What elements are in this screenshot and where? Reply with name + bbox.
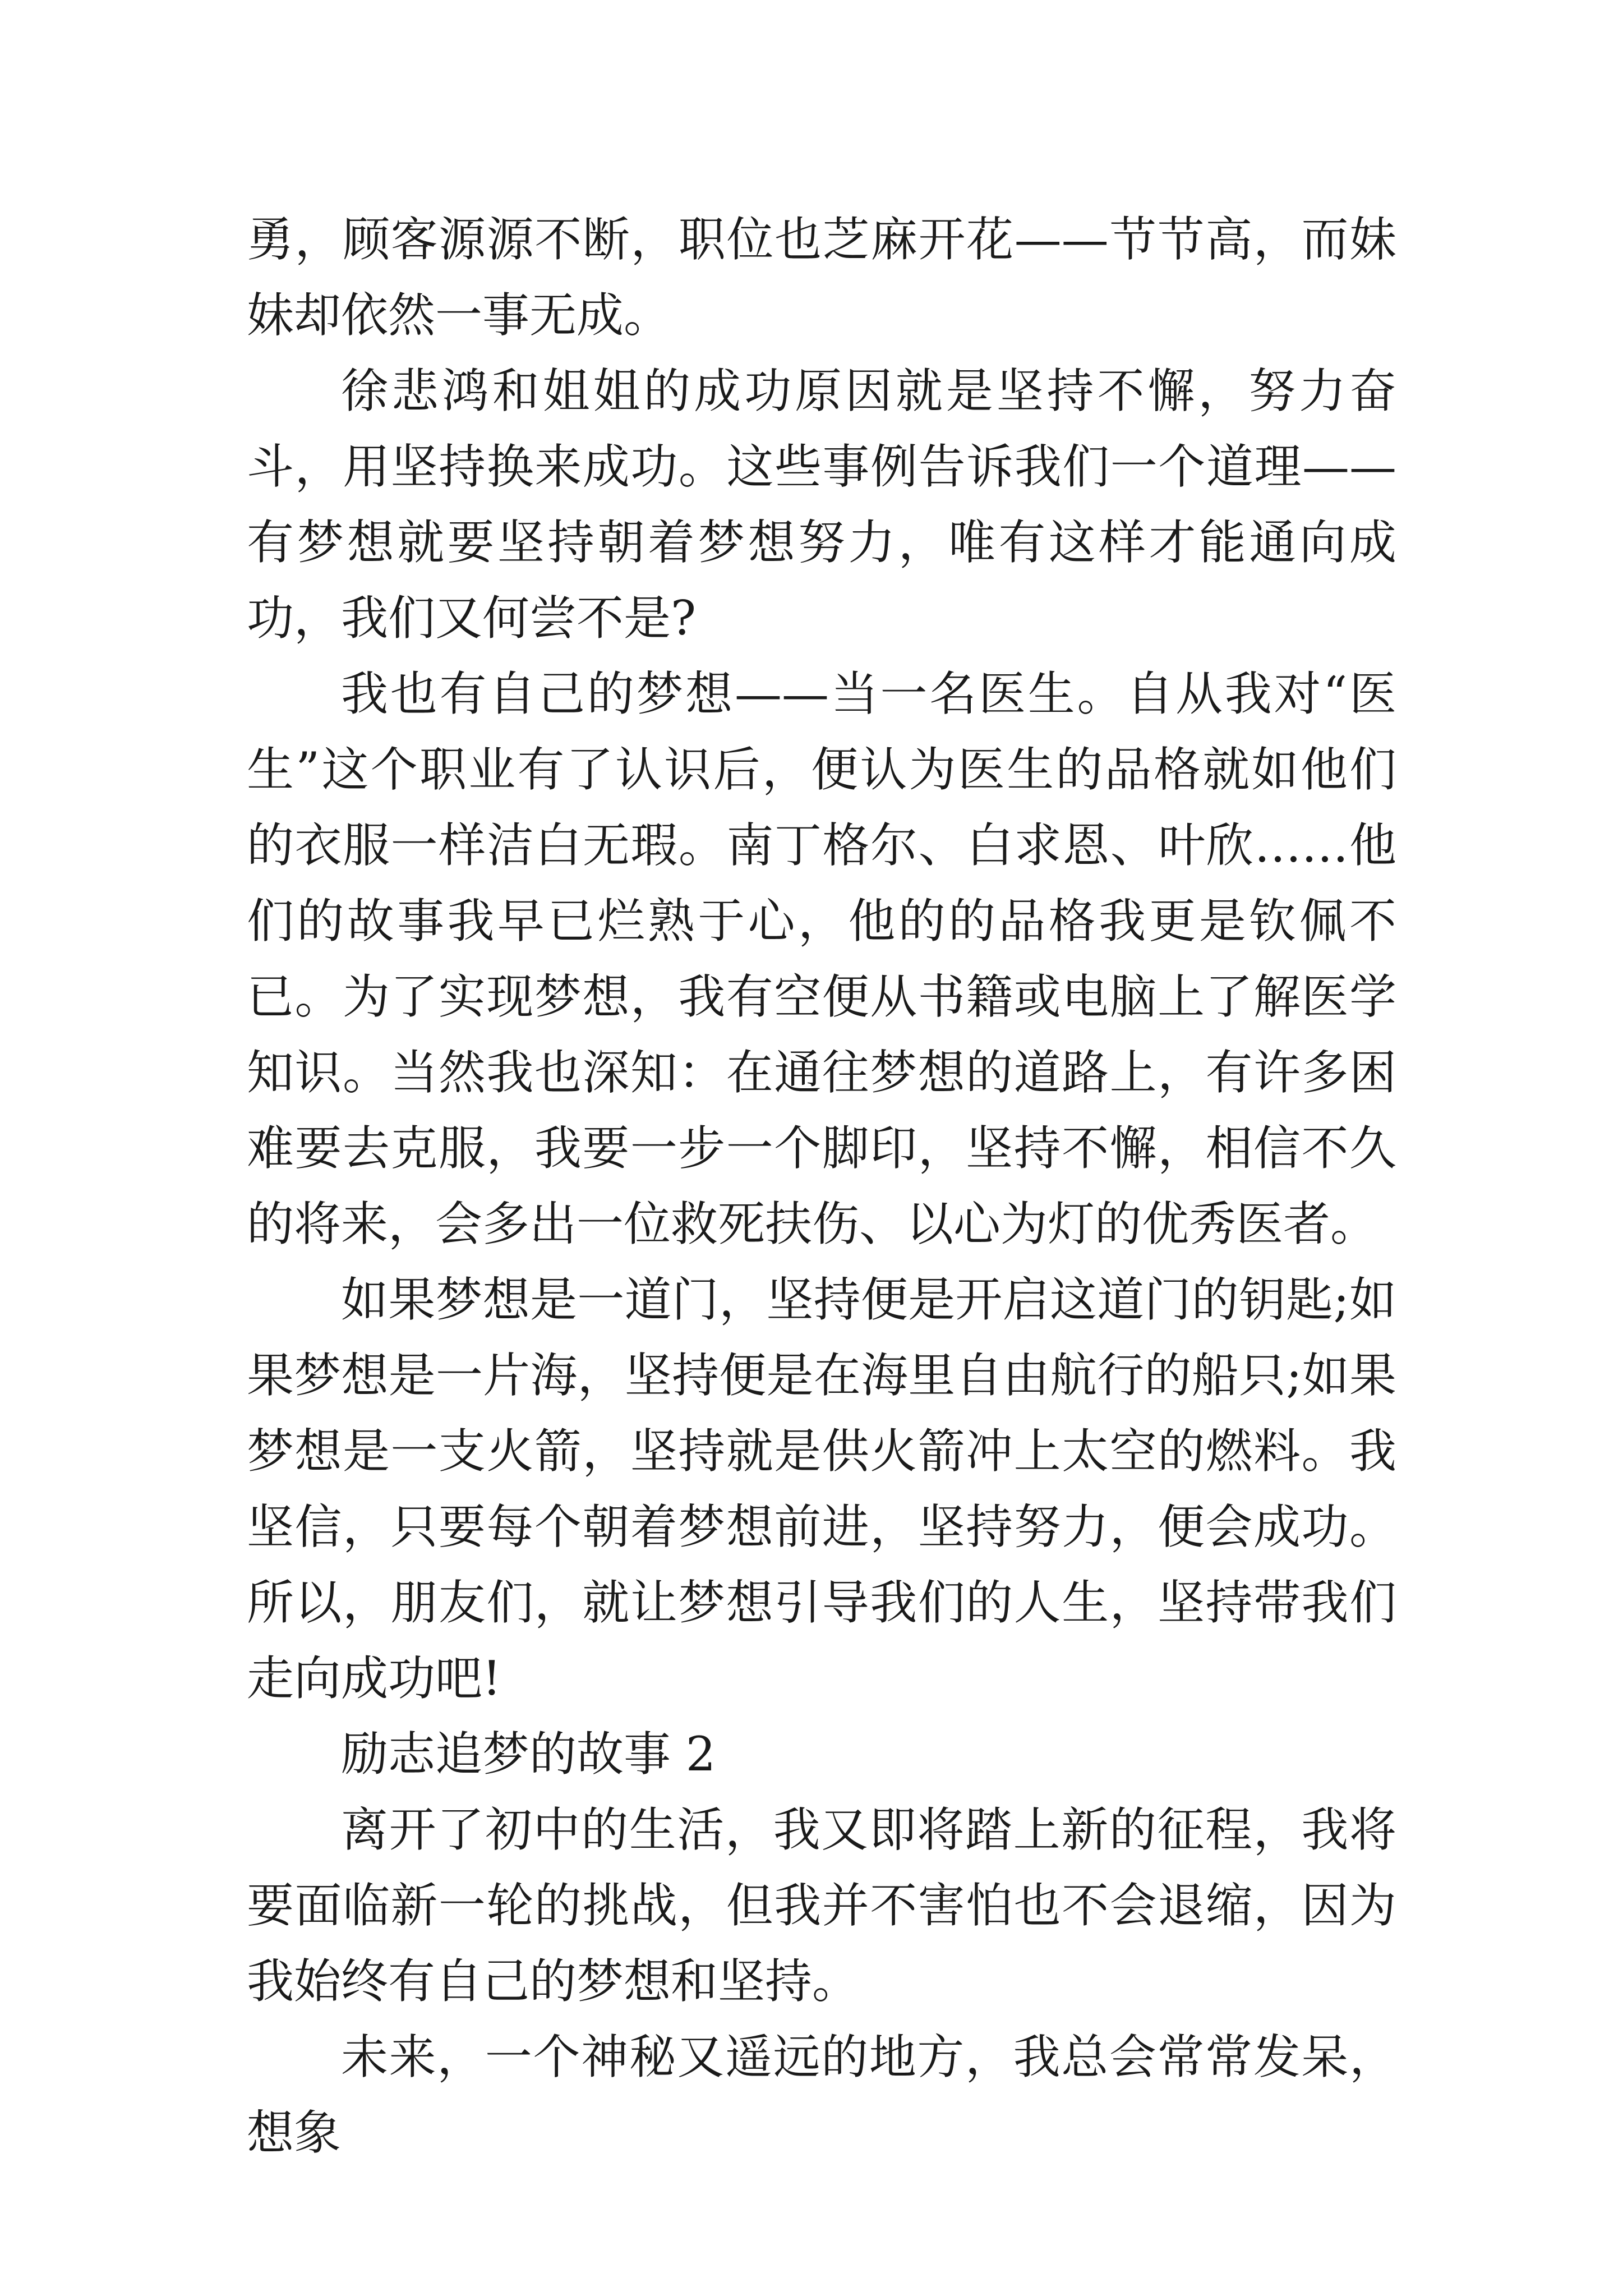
paragraph-dream-metaphor: 如果梦想是一道门，坚持便是开启这道门的钥匙;如果梦想是一片海，坚持便是在海里自由航行的船只;如果梦想是一支火箭，坚持就是供火箭冲上太空的燃料。我坚信，只要每个朝着梦想前进，坚持努力，便会成功。所以，朋友们，就让梦想引导我们的人生，坚持带我们走向成功吧! (247, 1272, 1396, 1706)
document-body (247, 202, 1396, 2171)
paragraph-continuation: 勇，顾客源源不断，职位也芝麻开花——节节高，而妹妹却依然一事无成。 (247, 212, 1396, 343)
paragraph-new-journey: 离开了初中的生活，我又即将踏上新的征程，我将要面临新一轮的挑战，但我并不害怕也不会退缩，因为我始终有自己的梦想和坚持。 (247, 1802, 1396, 2009)
section-heading: 励志追梦的故事 2 (341, 1727, 716, 1782)
paragraph-future: 未来，一个神秘又遥远的地方，我总会常常发呆，想象 (247, 2030, 1396, 2160)
paragraph-success-reason: 徐悲鸿和姐姐的成功原因就是坚持不懈，努力奋斗，用坚持换来成功。这些事例告诉我们一个道理——有梦想就要坚持朝着梦想努力，唯有这样才能通向成功，我们又何尝不是? (247, 364, 1396, 646)
paragraph-doctor-dream: 我也有自己的梦想——当一名医生。自从我对“医生”这个职业有了认识后，便认为医生的品格就如他们的衣服一样洁白无瑕。南丁格尔、白求恩、叶欣……他们的故事我早已烂熟于心，他的的品格我更是钦佩不已。为了实现梦想，我有空便从书籍或电脑上了解医学知识。当然我也深知：在通往梦想的道路上，有许多困难要去克服，我要一步一个脚印，坚持不懈，相信不久的将来，会多出一位救死扶伤、以心为灯的优秀医者。 (247, 666, 1396, 1251)
